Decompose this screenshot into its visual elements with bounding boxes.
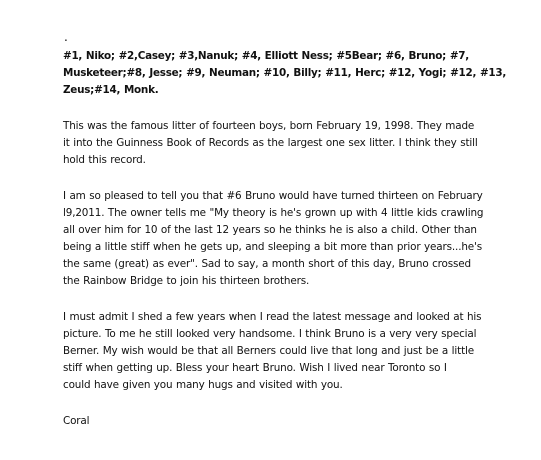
text-line: the Rainbow Bridge to join his thirteen brothers.: [63, 275, 310, 287]
text-line: it into the Guinness Book of Records as the largest one sex litter. I think they still: [63, 137, 478, 149]
paragraph-bruno-news: [63, 188, 503, 290]
text-line: all over him for 10 of the last 12 years so he thinks he is also a child. Other than: [63, 224, 477, 236]
paragraph-reflection: [63, 309, 503, 394]
text-line: hold this record.: [63, 154, 146, 166]
signature: Coral: [63, 415, 90, 427]
names-line: #1, Niko; #2,Casey; #3,Nanuk; #4, Elliott Ness; #5Bear; #6, Bruno; #7,: [63, 50, 469, 62]
text-line: could have given you many hugs and visited with you.: [63, 379, 343, 391]
text-line: I must admit I shed a few years when I read the latest message and looked at his: [63, 311, 482, 323]
text-line: picture. To me he still looked very handsome. I think Bruno is a very very special: [63, 328, 477, 340]
paragraph-litter-record: [63, 118, 503, 169]
text-line: This was the famous litter of fourteen boys, born February 19, 1998. They made: [63, 120, 475, 132]
text-line: Berner. My wish would be that all Berners could live that long and just be a little: [63, 345, 474, 357]
text-line: being a little stiff when he gets up, and sleeping a bit more than prior years...he's: [63, 241, 482, 253]
names-line: Musketeer;#8, Jesse; #9, Neuman; #10, Billy; #11, Herc; #12, Yogi; #12, #13,: [63, 67, 507, 79]
text-line: l9,2011. The owner tells me "My theory is he's grown up with 4 little kids crawling: [63, 207, 484, 219]
stray-mark: .: [64, 30, 68, 44]
text-line: stiff when getting up. Bless your heart Bruno. Wish I lived near Toronto so I: [63, 362, 447, 374]
letter-body: [63, 48, 507, 430]
text-line: I am so pleased to tell you that #6 Bruno would have turned thirteen on February: [63, 190, 483, 202]
names-line: Zeus;#14, Monk.: [63, 84, 159, 96]
litter-names-list: [63, 48, 507, 99]
text-line: the same (great) as ever". Sad to say, a month short of this day, Bruno crossed: [63, 258, 471, 270]
